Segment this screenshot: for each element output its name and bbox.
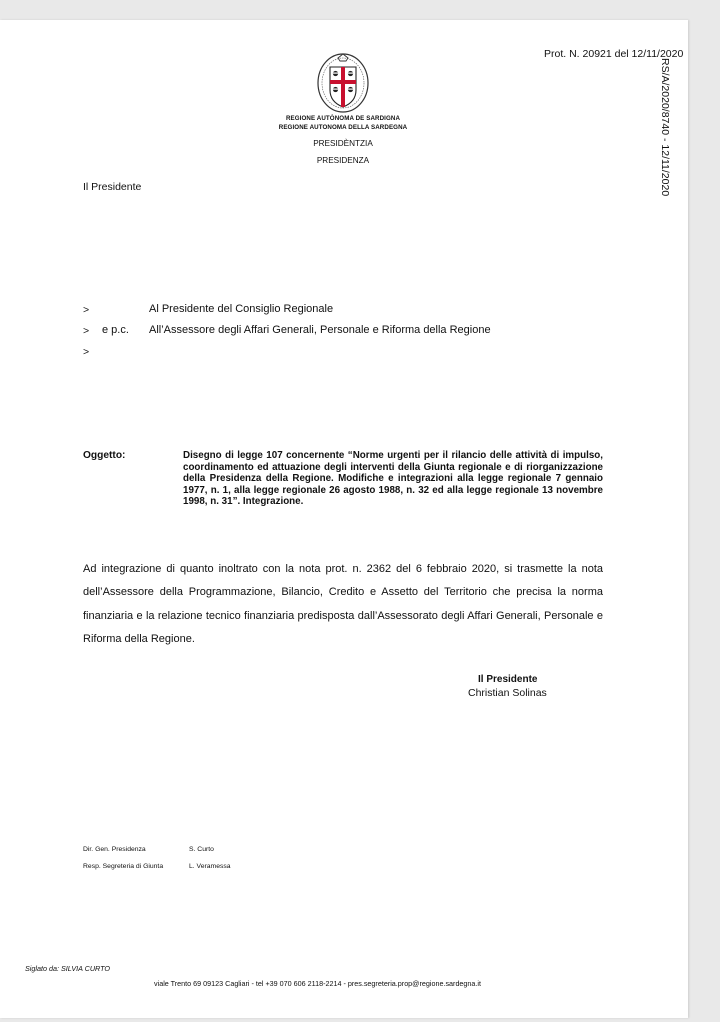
- region-name-sardinian: REGIONE AUTÒNOMA DE SARDIGNA: [285, 115, 401, 122]
- recipient-text: All’Assessore degli Affari Generali, Personale e Riforma della Regione: [149, 324, 491, 336]
- recipient-prefix: e p.c.: [102, 324, 129, 336]
- siglato-note: Siglato da: SILVIA CURTO: [25, 964, 110, 973]
- footer-address: viale Trento 69 09123 Cagliari - tel +39 070 606 2118-2214 - pres.segreteria.prop@regione.sardegna.it: [154, 979, 482, 988]
- staff-role: Dir. Gen. Presidenza: [83, 846, 146, 853]
- staff-name: L. Veramessa: [189, 863, 231, 870]
- recipient-text: Al Presidente del Consiglio Regionale: [149, 303, 334, 315]
- recipient-arrow: >: [83, 325, 90, 337]
- subject-text: Disegno di legge 107 concernente “Norme urgenti per il rilancio delle attività di impulso, coordinamento ed attuazione degli interventi della Giunta regionale e di riorganizzazione della Presidenza della Regione. Modifiche e integrazioni alla legge regionale 7 gennaio 1977, n. 1, alla legge regionale 26 agosto 1988, n. 32 ed alla legge regionale 13 novembre 1998, n. 31”. Integrazione.: [183, 450, 603, 507]
- protocol-number: Prot. N. 20921 del 12/11/2020: [544, 48, 684, 60]
- region-name-italian: REGIONE AUTONOMA DELLA SARDEGNA: [278, 124, 408, 131]
- signature-title: Il Presidente: [478, 674, 538, 685]
- protocol-stamp-text: RS/A/2020/8740 - 12/11/2020: [659, 58, 671, 197]
- office-name-italian: PRESIDENZA: [316, 156, 370, 165]
- letter-body: Ad integrazione di quanto inoltrato con la nota prot. n. 2362 del 6 febbraio 2020, si trasmette la nota dell’Assessore della Programmazione, Bilancio, Credito e Assetto del Territorio che precisa la norma finanziaria e la relazione tecnico finanziaria predisposta dall’Assessorato degli Affari Generali, Personale e Riforma della Regione.: [83, 563, 603, 645]
- document-page: [0, 20, 688, 1018]
- subject-label: Oggetto:: [83, 450, 126, 461]
- recipient-arrow: >: [83, 346, 90, 358]
- staff-role: Resp. Segreteria di Giunta: [83, 863, 164, 870]
- protocol-stamp-vertical: [657, 58, 673, 218]
- sender-label: Il Presidente: [83, 181, 142, 193]
- staff-name: S. Curto: [189, 846, 214, 853]
- recipient-arrow: >: [83, 304, 90, 316]
- office-name-sardinian: PRESIDÈNTZIA: [313, 139, 373, 148]
- signature-name: Christian Solinas: [468, 687, 547, 699]
- sardinia-coat-of-arms-icon: [316, 52, 370, 114]
